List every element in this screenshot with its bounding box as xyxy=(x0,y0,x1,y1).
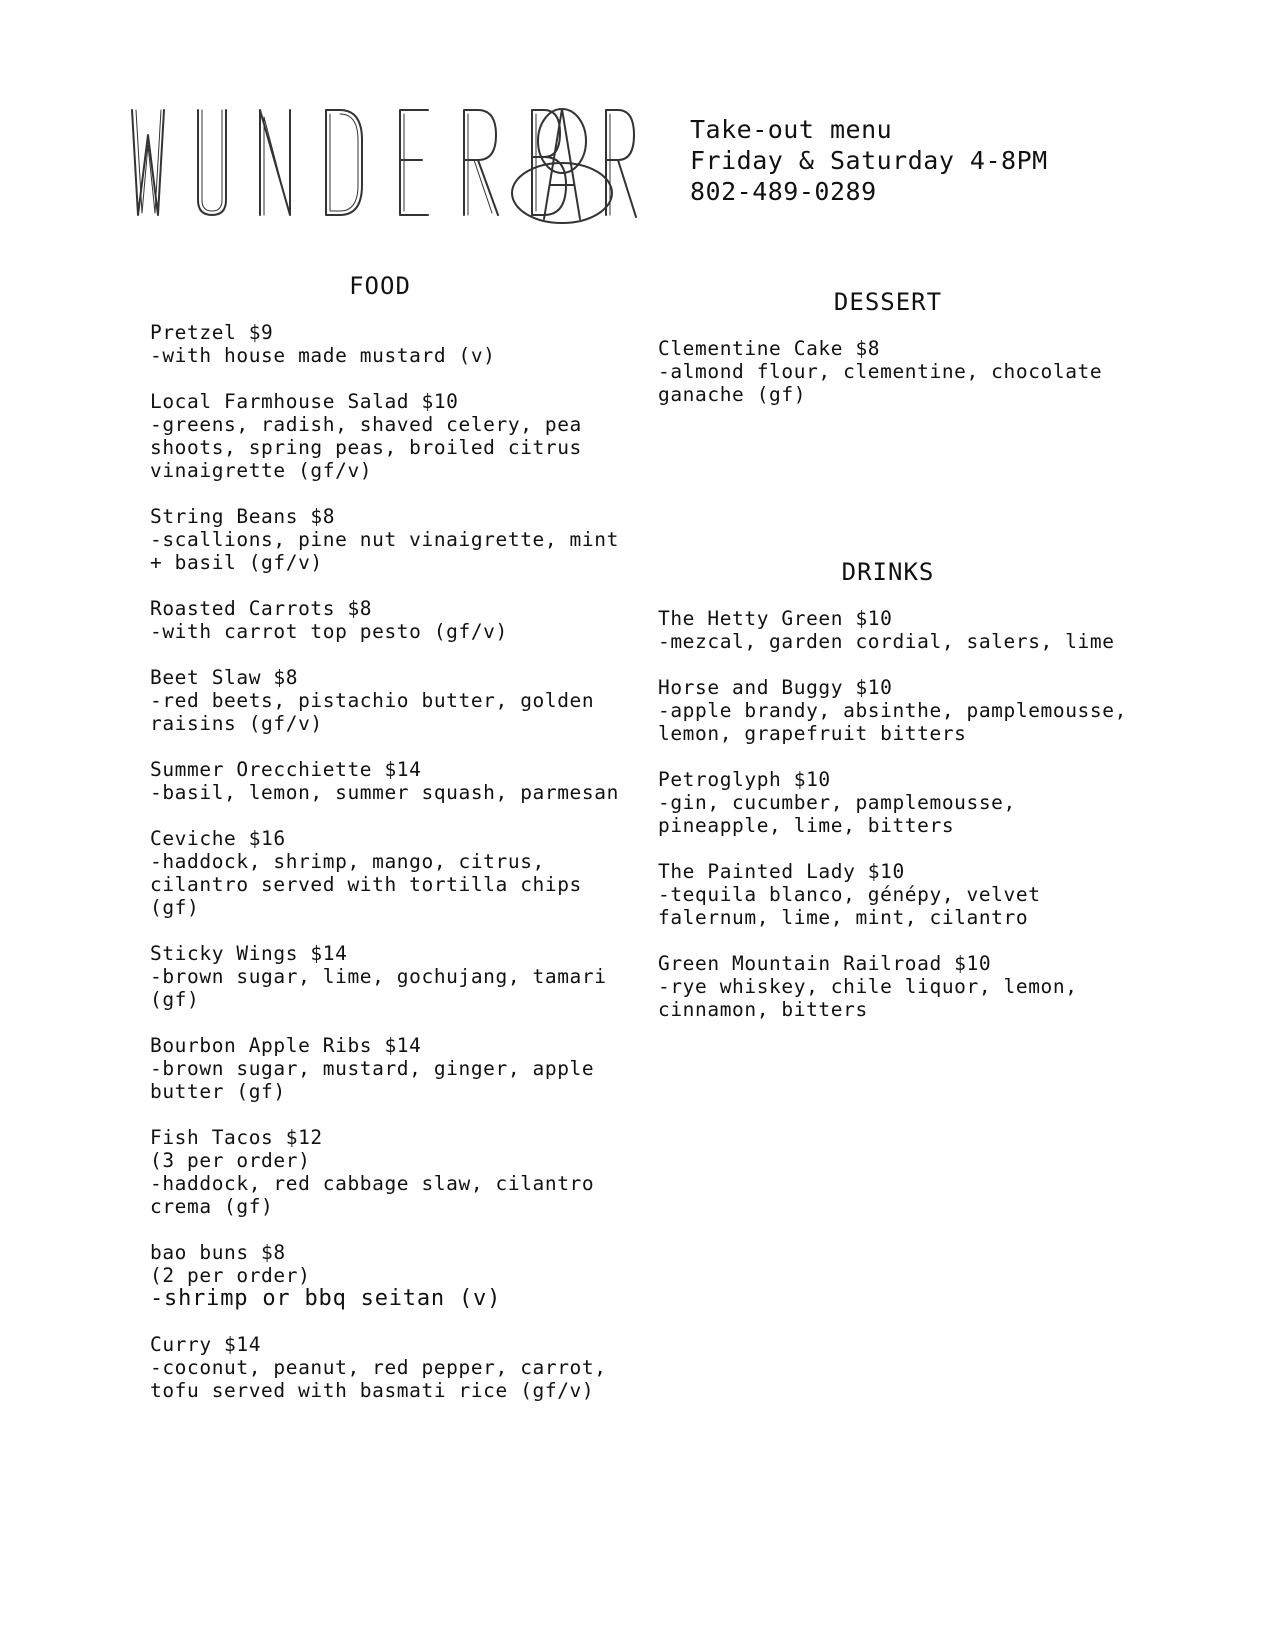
item-name: Roasted Carrots $8 xyxy=(150,597,373,620)
item-name: Curry $14 xyxy=(150,1333,262,1356)
menu-item xyxy=(150,666,620,735)
header-line-menu-type: Take-out menu xyxy=(690,115,893,144)
menu-item xyxy=(150,597,620,643)
header-line-phone: 802-489-0289 xyxy=(690,177,877,206)
item-name: Petroglyph $10 xyxy=(658,768,831,791)
item-portion-note: (2 per order) xyxy=(150,1264,311,1287)
item-description: -with house made mustard (v) xyxy=(150,344,496,367)
menu-item xyxy=(150,1333,620,1402)
menu-item xyxy=(150,827,620,919)
food-section xyxy=(150,272,632,1425)
item-name: Fish Tacos $12 xyxy=(150,1126,323,1149)
wunderbar-logo xyxy=(130,105,640,230)
menu-item xyxy=(658,607,1138,653)
item-description: -haddock, shrimp, mango, citrus, cilantro served with tortilla chips (gf) xyxy=(150,850,595,919)
item-name: Pretzel $9 xyxy=(150,321,274,344)
item-name: Green Mountain Railroad $10 xyxy=(658,952,992,975)
item-description: -red beets, pistachio butter, golden raisins (gf/v) xyxy=(150,689,607,735)
item-portion-note: (3 per order) xyxy=(150,1149,311,1172)
food-items xyxy=(150,321,632,1402)
item-name: Sticky Wings $14 xyxy=(150,942,348,965)
menu-item xyxy=(150,1126,620,1218)
menu-item xyxy=(150,758,620,804)
menu-item xyxy=(658,768,1138,837)
item-name: Bourbon Apple Ribs $14 xyxy=(150,1034,422,1057)
menu-header-info xyxy=(690,114,1048,207)
item-description: -apple brandy, absinthe, pamplemousse, lemon, grapefruit bitters xyxy=(658,699,1140,745)
drinks-items xyxy=(658,607,1138,1021)
item-name: The Painted Lady $10 xyxy=(658,860,905,883)
dessert-section xyxy=(658,288,1138,429)
section-title-drinks: DRINKS xyxy=(841,558,935,586)
header-line-hours: Friday & Saturday 4-8PM xyxy=(690,146,1048,175)
item-name: bao buns $8 xyxy=(150,1241,286,1264)
item-description: -almond flour, clementine, chocolate ganache (gf) xyxy=(658,360,1115,406)
item-name: Beet Slaw $8 xyxy=(150,666,299,689)
section-title-dessert: DESSERT xyxy=(833,288,943,316)
section-title-food: FOOD xyxy=(349,272,411,300)
item-description: -haddock, red cabbage slaw, cilantro crema (gf) xyxy=(150,1172,607,1218)
item-description: -rye whiskey, chile liquor, lemon, cinnamon, bitters xyxy=(658,975,1090,1021)
item-name: Local Farmhouse Salad $10 xyxy=(150,390,459,413)
menu-item xyxy=(658,337,1138,406)
item-description: -brown sugar, mustard, ginger, apple butter (gf) xyxy=(150,1057,607,1103)
menu-item xyxy=(150,1034,620,1103)
dessert-items xyxy=(658,337,1138,406)
menu-item xyxy=(658,676,1138,745)
menu-item xyxy=(150,390,620,482)
menu-item xyxy=(658,860,1138,929)
menu-item xyxy=(150,505,632,574)
item-name: String Beans $8 xyxy=(150,505,336,528)
item-description: -brown sugar, lime, gochujang, tamari (gf) xyxy=(150,965,619,1011)
menu-item xyxy=(150,321,620,367)
item-description: -coconut, peanut, red pepper, carrot, tofu served with basmati rice (gf/v) xyxy=(150,1356,619,1402)
item-description: -with carrot top pesto (gf/v) xyxy=(150,620,508,643)
drinks-section xyxy=(658,558,1138,1044)
item-description: -gin, cucumber, pamplemousse, pineapple, lime, bitters xyxy=(658,791,1029,837)
item-name: Clementine Cake $8 xyxy=(658,337,881,360)
item-description: -shrimp or bbq seitan (v) xyxy=(150,1286,502,1311)
item-description: -tequila blanco, génépy, velvet falernum, lime, mint, cilantro xyxy=(658,883,1053,929)
menu-item xyxy=(150,1241,620,1310)
item-name: Summer Orecchiette $14 xyxy=(150,758,422,781)
item-description: -mezcal, garden cordial, salers, lime xyxy=(658,630,1115,653)
item-description: -scallions, pine nut vinaigrette, mint + basil (gf/v) xyxy=(150,528,632,574)
item-name: The Hetty Green $10 xyxy=(658,607,893,630)
item-name: Ceviche $16 xyxy=(150,827,286,850)
menu-item xyxy=(658,952,1138,1021)
menu-item xyxy=(150,942,620,1011)
item-description: -basil, lemon, summer squash, parmesan xyxy=(150,781,619,804)
item-name: Horse and Buggy $10 xyxy=(658,676,893,699)
item-description: -greens, radish, shaved celery, pea shoots, spring peas, broiled citrus vinaigrette (gf/v) xyxy=(150,413,595,482)
